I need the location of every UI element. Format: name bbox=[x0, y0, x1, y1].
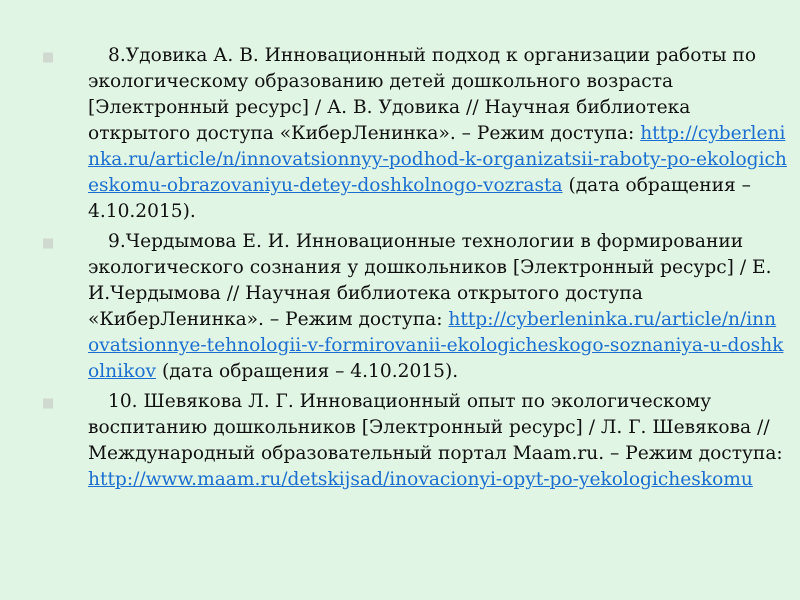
square-bullet-icon: ■ bbox=[42, 396, 55, 411]
reference-access-date: (дата обращения – 4.10.2015). bbox=[156, 361, 459, 382]
reference-item bbox=[42, 43, 787, 225]
reference-text: 10. Шевякова Л. Г. Инновационный опыт по экологическому воспитанию дошкольников [Электронный ресурс] / Л. Г. Шевякова // Международный образовательный портал Maam.ru. – Режим доступа: bbox=[88, 391, 783, 464]
reference-access-date: (дата обращения –4.10.2015). bbox=[88, 175, 751, 222]
reference-body bbox=[88, 389, 787, 493]
square-bullet-icon: ■ bbox=[42, 50, 55, 65]
reference-body bbox=[88, 229, 787, 385]
square-bullet-icon: ■ bbox=[42, 236, 55, 251]
reference-text: 9.Чердымова Е. И. Инновационные технологии в формировании экологического сознания у дошкольников [Электронный ресурс] / Е. И.Чердымова // Научная библиотека открытого доступа «КиберЛенинка». – Режим доступа: bbox=[88, 231, 772, 330]
reference-item bbox=[42, 229, 787, 385]
reference-link[interactable]: http://www.maam.ru/detskijsad/inovacionyi-opyt-po-yekologicheskomu bbox=[88, 469, 753, 490]
reference-link[interactable]: http://cyberleninka.ru/article/n/innovatsionnyy-podhod-k-organizatsii-raboty-po-ekologicheskomu-obrazovaniyu-detey-doshkolnogo-vozrasta bbox=[88, 123, 787, 196]
reference-text: 8.Удовика А. В. Инновационный подход к организации работы по экологическому образованию детей дошкольного возраста [Электронный ресурс] / А. В. Удовика // Научная библиотека открытого доступа «КиберЛенинка». – Режим доступа: bbox=[88, 45, 757, 144]
reference-item bbox=[42, 389, 787, 493]
reference-link[interactable]: http://cyberleninka.ru/article/n/innovatsionnye-tehnologii-v-formirovanii-ekologicheskogo-soznaniya-u-doshkolnikov bbox=[88, 309, 784, 382]
reference-list bbox=[42, 43, 787, 497]
reference-body bbox=[88, 43, 787, 225]
